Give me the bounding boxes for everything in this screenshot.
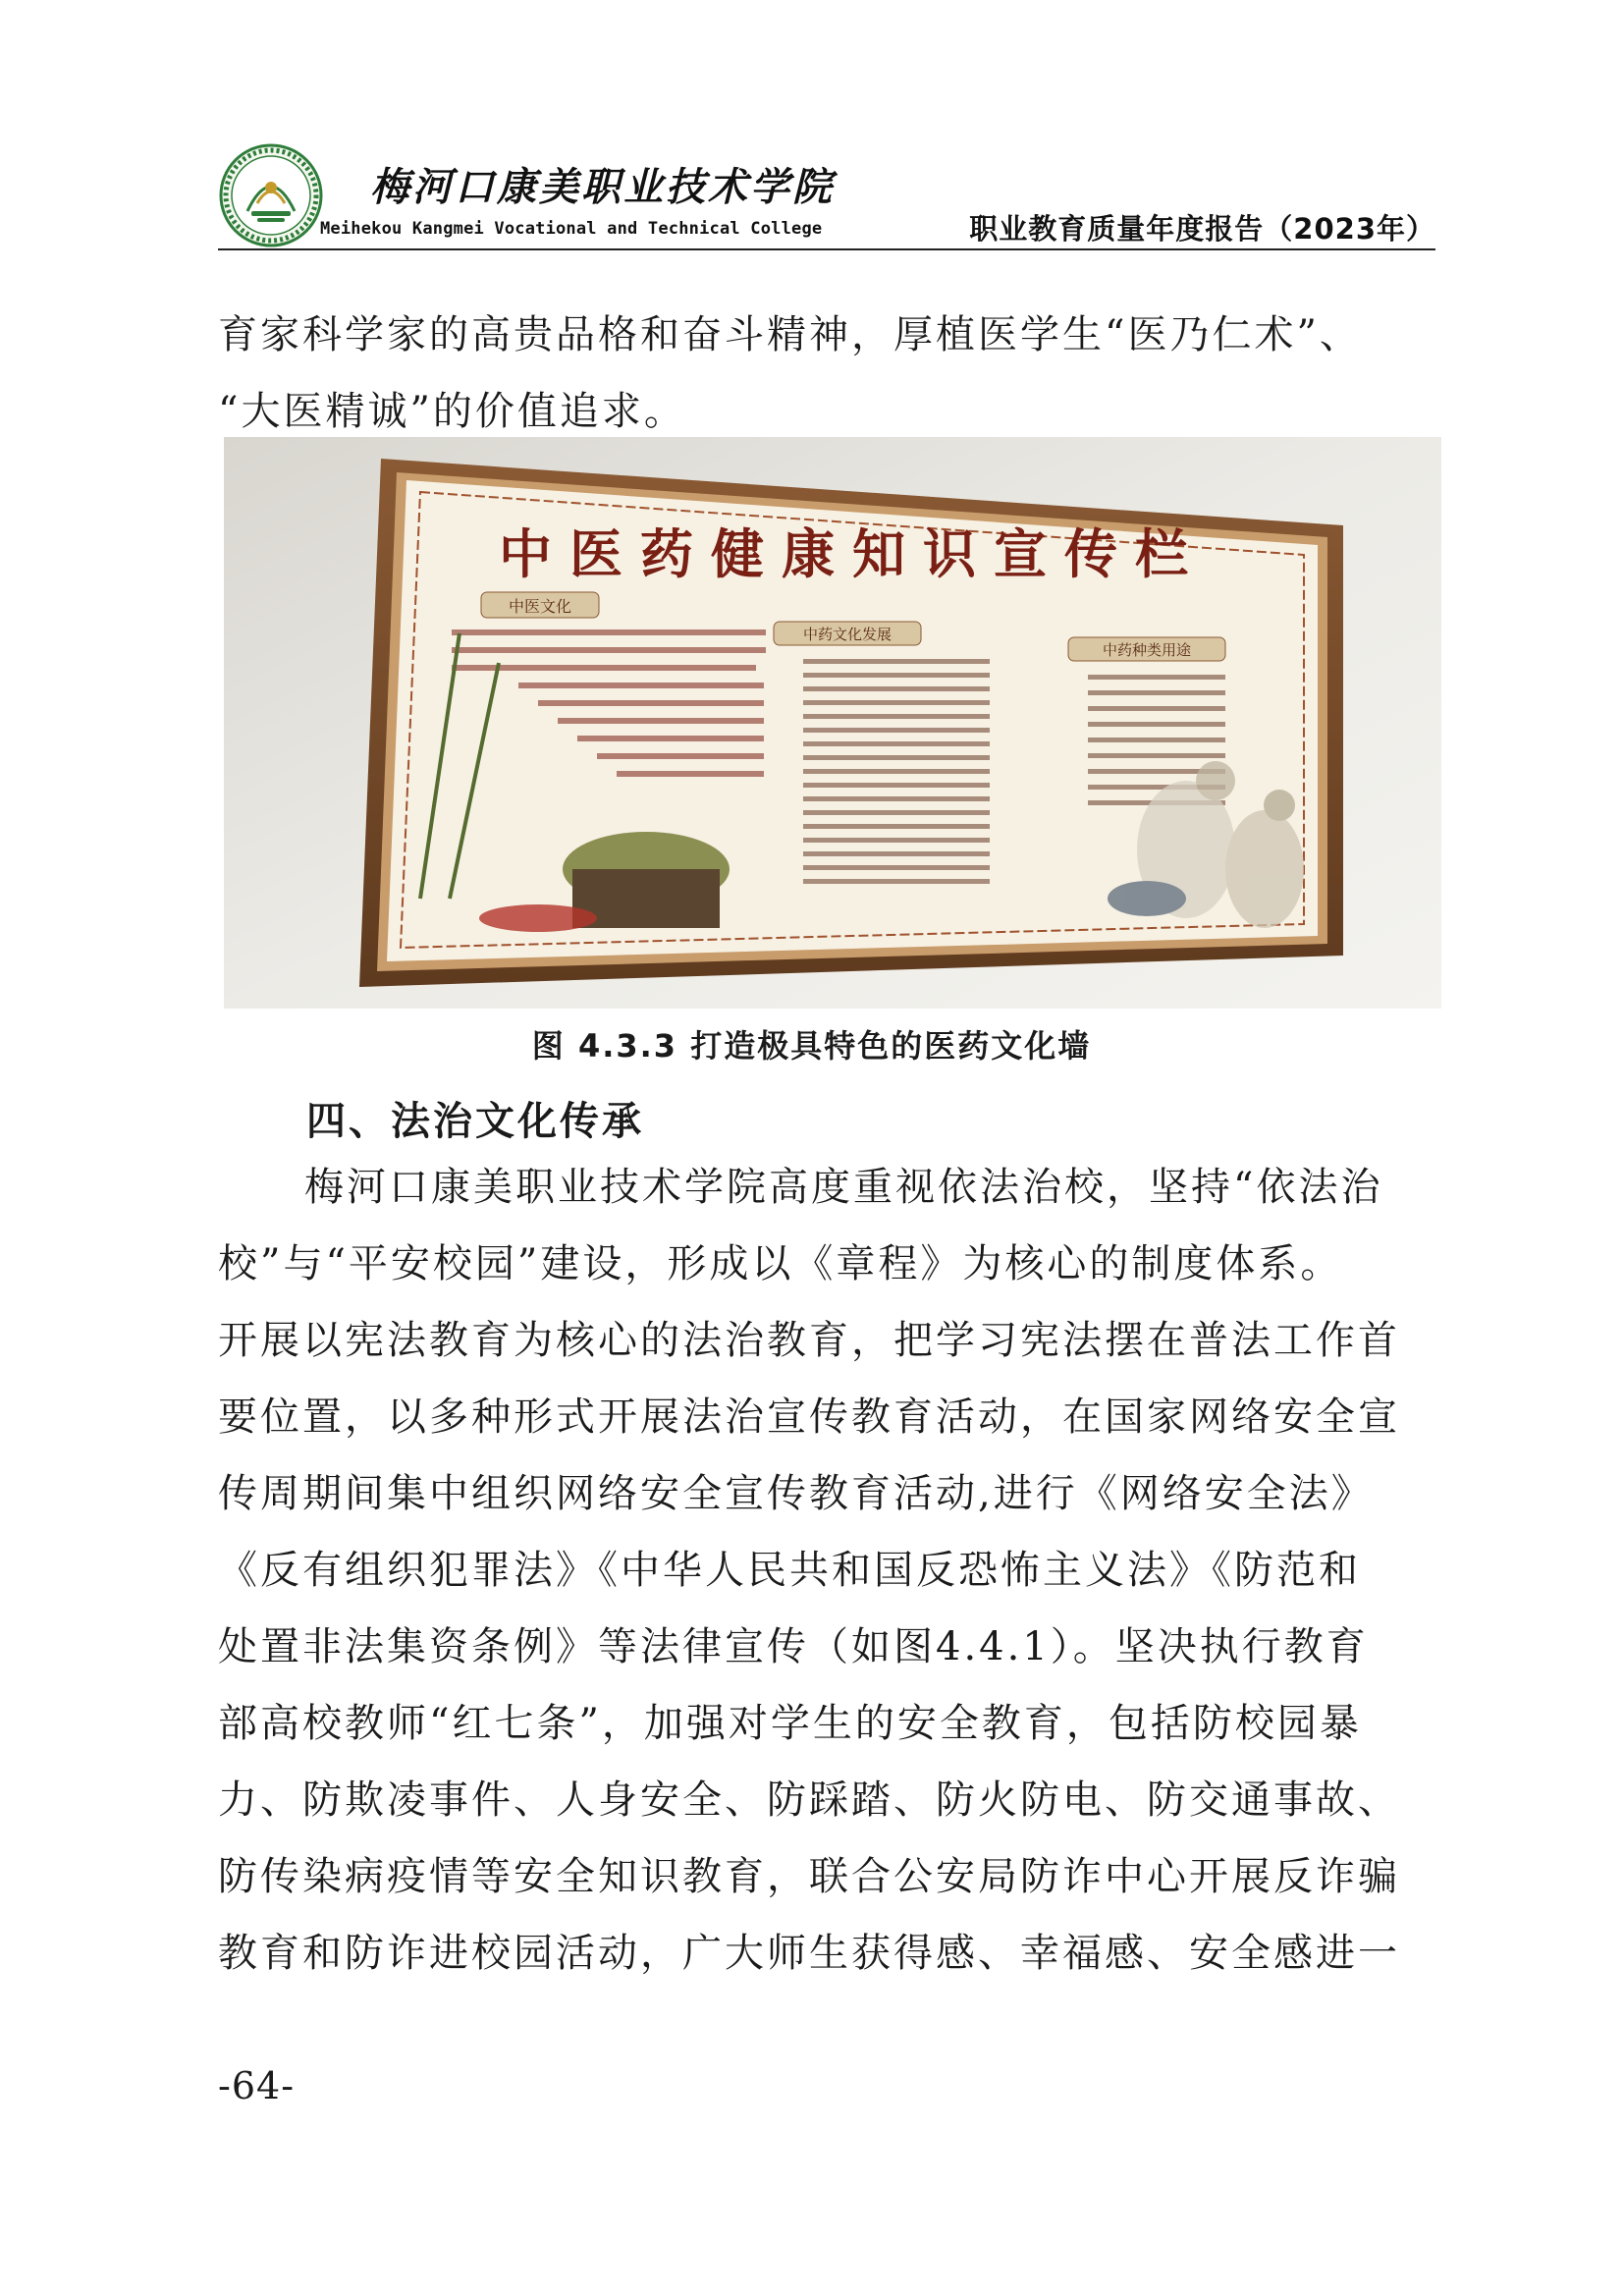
text-line: 校”与“平安校园”建设，形成以《章程》为核心的制度体系。 xyxy=(218,1241,1343,1286)
text-line: 《反有组织犯罪法》《中华人民共和国反恐怖主义法》《防范和 xyxy=(218,1548,1361,1593)
culture-board-illustration xyxy=(224,437,1441,1009)
school-name-en: Meihekou Kangmei Vocational and Technical College xyxy=(320,219,823,239)
board-title: 中医药健康知识宣传栏 xyxy=(499,522,1206,585)
figure-caption: 图 4.3.3 打造极具特色的医药文化墙 xyxy=(531,1027,1092,1065)
text-line: 处置非法集资条例》等法律宣传（如图4.4.1）。坚决执行教育 xyxy=(218,1624,1369,1669)
text-line: “大医精诚”的价值追求。 xyxy=(218,389,686,434)
school-name-cn: 梅河口康美职业技术学院 xyxy=(370,164,835,210)
section-heading: 四、法治文化传承 xyxy=(306,1099,644,1144)
college-seal-logo-icon xyxy=(218,142,324,248)
panel-mid-title: 中药文化发展 xyxy=(802,626,893,643)
panel-left-title: 中医文化 xyxy=(508,597,572,616)
report-title: 职业教育质量年度报告（2023年） xyxy=(969,212,1435,246)
page-header xyxy=(218,142,1435,252)
page-number: -64- xyxy=(218,2064,296,2107)
culture-wall-photo xyxy=(224,437,1441,1009)
text-line: 部高校教师“红七条”，加强对学生的安全教育，包括防校园暴 xyxy=(218,1701,1362,1746)
text-line: 梅河口康美职业技术学院高度重视依法治校，坚持“依法治 xyxy=(304,1165,1383,1210)
text-line: 力、防欺凌事件、人身安全、防踩踏、防火防电、防交通事故、 xyxy=(218,1777,1400,1823)
panel-right-title: 中药种类用途 xyxy=(1102,641,1192,659)
intro-paragraph xyxy=(218,297,1435,450)
text-line: 开展以宪法教育为核心的法治教育，把学习宪法摆在普法工作首 xyxy=(218,1318,1400,1363)
text-line: 要位置，以多种形式开展法治宣传教育活动，在国家网络安全宣 xyxy=(218,1394,1400,1440)
text-line: 教育和防诈进校园活动，广大师生获得感、幸福感、安全感进一 xyxy=(218,1931,1400,1976)
text-line: 防传染病疫情等安全知识教育，联合公安局防诈中心开展反诈骗 xyxy=(218,1854,1400,1899)
text-line: 育家科学家的高贵品格和奋斗精神，厚植医学生“医乃仁术”、 xyxy=(218,312,1362,357)
header-divider xyxy=(218,248,1435,250)
text-line: 传周期间集中组织网络安全宣传教育活动,进行《网络安全法》 xyxy=(218,1471,1374,1516)
section-paragraph xyxy=(218,1149,1435,1992)
